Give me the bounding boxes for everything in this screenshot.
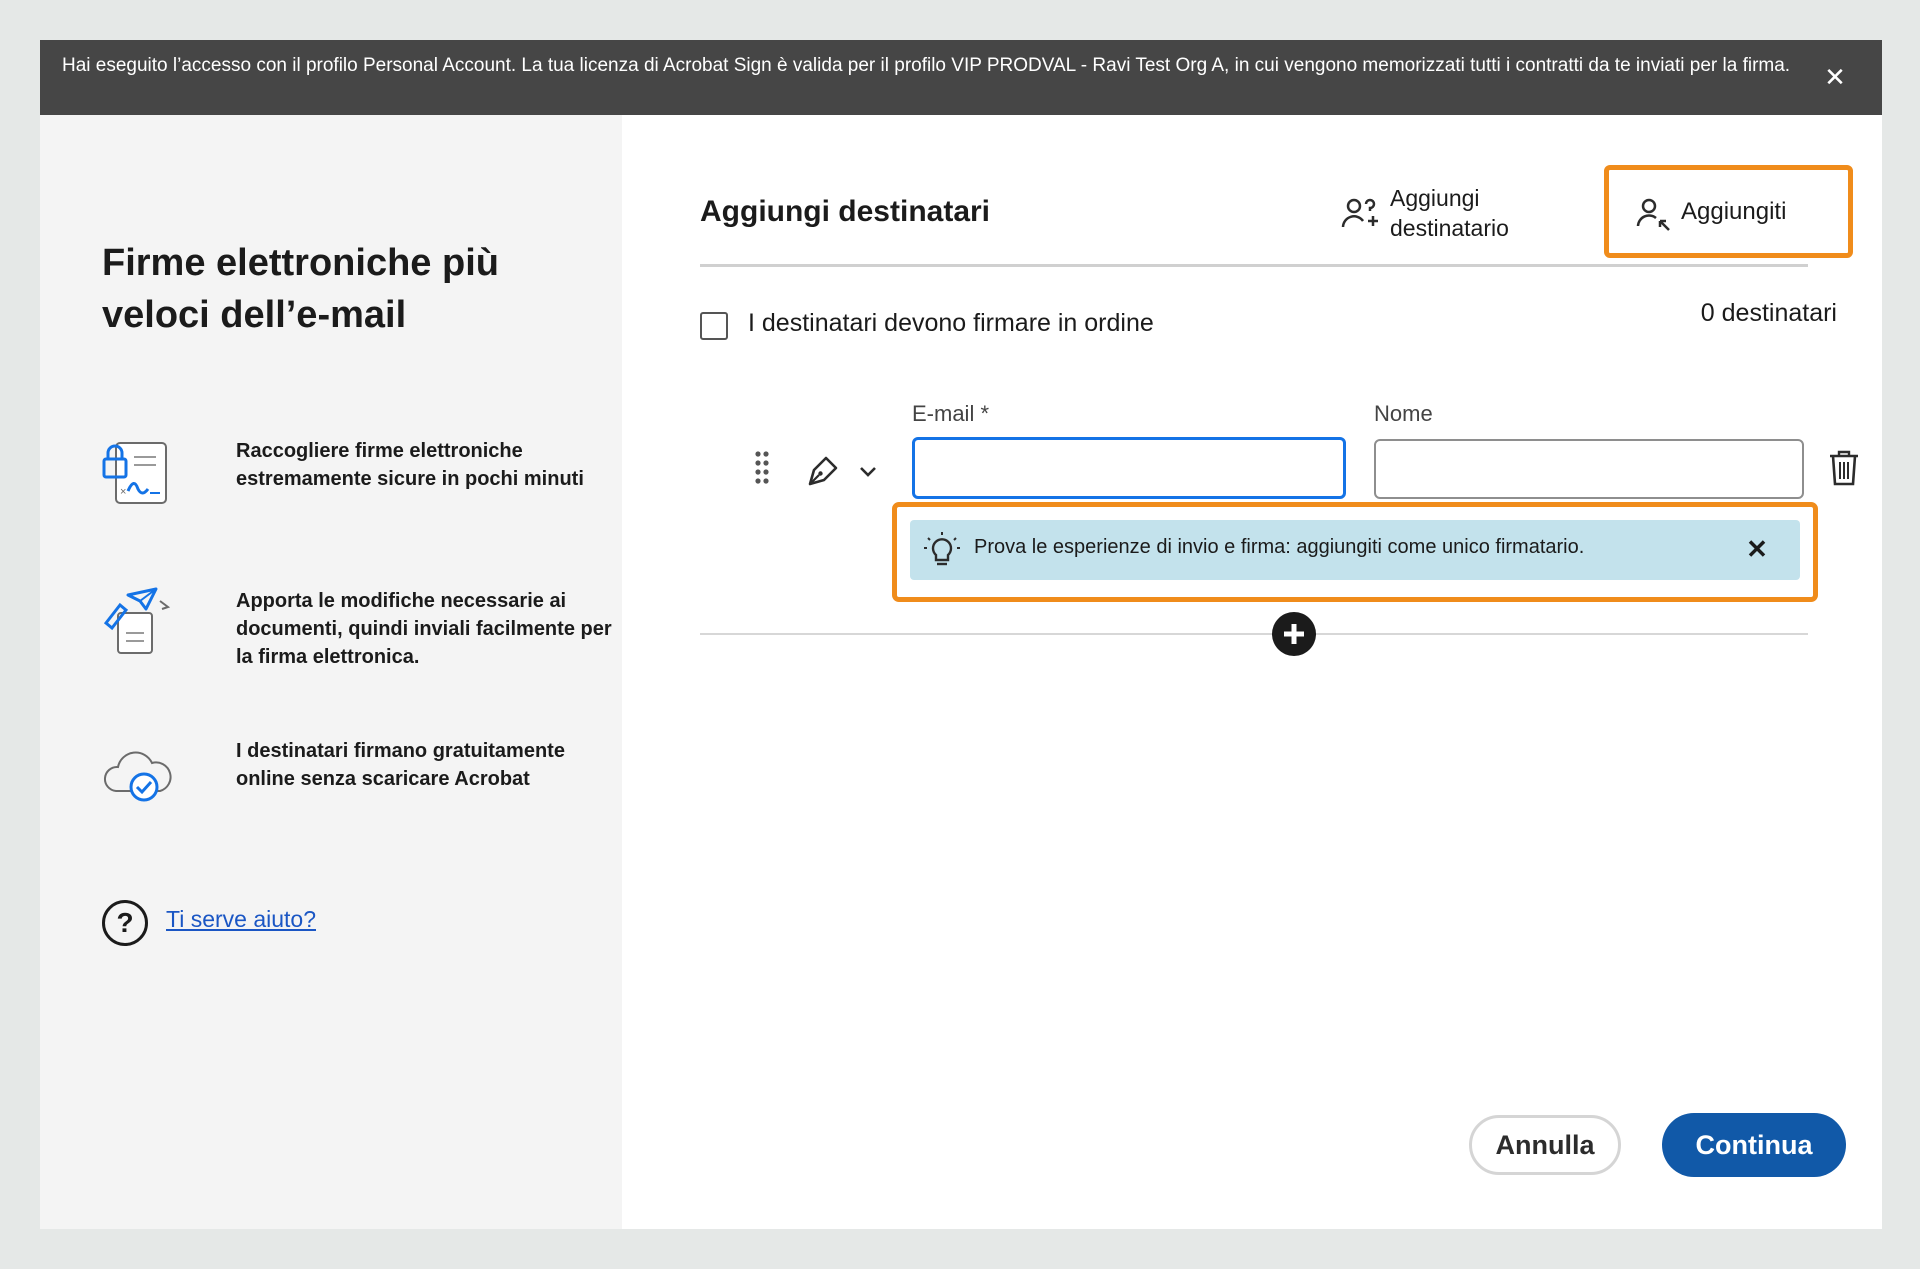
add-me-label: Aggiungiti — [1681, 198, 1787, 225]
name-field-label: Nome — [1374, 401, 1433, 426]
page-title: Aggiungi destinatari — [700, 195, 991, 228]
sign-in-order-label: I destinatari devono firmare in ordine — [748, 309, 1154, 337]
role-selector[interactable] — [802, 450, 912, 490]
plus-icon — [1272, 612, 1316, 656]
add-self-icon — [1635, 196, 1671, 232]
email-field-label: E-mail * — [912, 401, 990, 426]
lightbulb-icon — [924, 531, 960, 569]
feature-text: Raccogliere firme elettroniche estremamente sicure in pochi minuti — [236, 440, 584, 490]
close-icon[interactable]: ✕ — [1746, 534, 1768, 564]
trash-icon[interactable] — [1826, 448, 1862, 488]
svg-text:×: × — [120, 486, 127, 498]
cancel-button[interactable]: Annulla — [1469, 1115, 1621, 1175]
tip-text: Prova le esperienze di invio e firma: aggiungiti come unico firmatario. — [974, 536, 1585, 558]
tip-banner — [910, 520, 1800, 580]
help-question-icon: ? — [102, 900, 148, 946]
recipient-divider — [700, 633, 1808, 635]
send-for-signature-dialog — [40, 40, 1882, 1229]
help-section — [102, 900, 402, 950]
feature-text: I destinatari firmano gratuitamente online senza scaricare Acrobat — [236, 740, 565, 790]
close-icon[interactable]: ✕ — [1824, 62, 1846, 92]
add-user-icon — [1340, 195, 1380, 235]
banner-message: Hai eseguito l’accesso con il profilo Personal Account. La tua licenza di Acrobat Sign è valida per il profilo VIP PRODVAL - Ravi Test Org A, in cui vengono memorizzati tutti i contratti da te inviati per la firma. — [62, 55, 1791, 76]
continue-button[interactable]: Continua — [1662, 1113, 1846, 1177]
recipient-count: 0 destinatari — [1700, 299, 1837, 327]
pen-icon — [802, 450, 842, 490]
chevron-down-icon — [858, 462, 878, 482]
account-info-banner — [40, 40, 1882, 115]
feature-text: Apporta le modifiche necessarie ai documenti, quindi inviali facilmente per la firma elettronica. — [236, 590, 612, 668]
cloud-check-icon — [102, 737, 174, 809]
email-field[interactable] — [912, 437, 1346, 499]
help-link[interactable]: Ti serve aiuto? — [166, 906, 316, 932]
info-panel — [40, 115, 622, 1229]
name-field[interactable] — [1374, 439, 1804, 499]
add-me-button[interactable] — [1604, 165, 1853, 258]
send-edit-document-icon — [102, 587, 174, 659]
add-recipient-row-button[interactable] — [1272, 612, 1316, 656]
secure-document-icon — [102, 437, 174, 509]
drag-handle-icon[interactable] — [752, 449, 772, 487]
add-recipient-button[interactable] — [1340, 183, 1540, 249]
header-divider — [700, 264, 1808, 267]
add-recipient-label: Aggiungi destinatario — [1390, 185, 1509, 241]
info-panel-title: Firme elettroniche più veloci dell’e-mail — [102, 242, 499, 336]
sign-in-order-checkbox[interactable] — [700, 312, 728, 340]
recipients-panel — [622, 115, 1882, 1229]
